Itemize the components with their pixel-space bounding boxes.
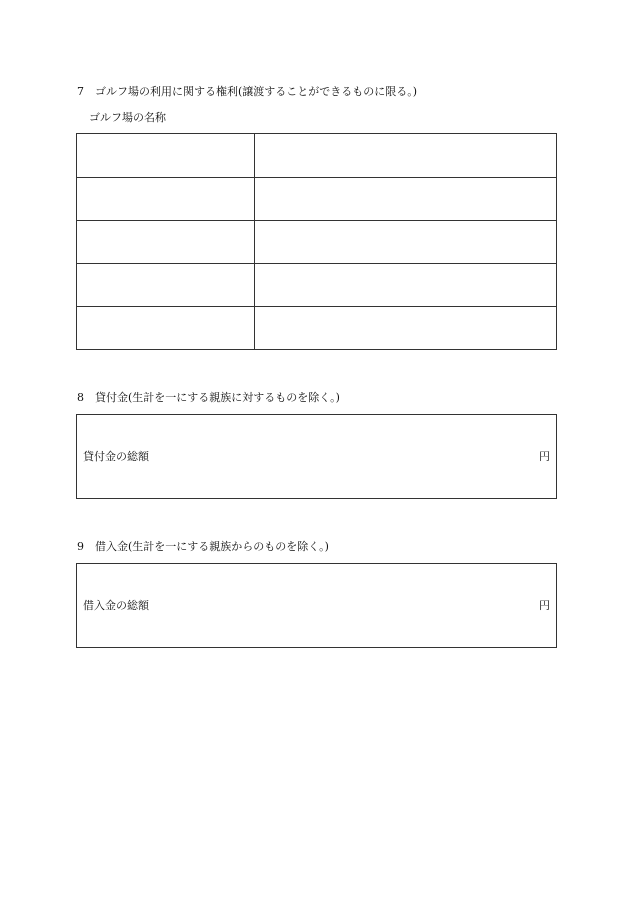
loans-receivable-total-label: 貸付金の総額 xyxy=(83,450,149,463)
section-7-title: ゴルフ場の利用に関する権利(譲渡することができるものに限る。) xyxy=(95,85,418,98)
yen-unit-label: 円 xyxy=(539,599,550,612)
section-9-title: 借入金(生計を一にする親族からのものを除く。) xyxy=(95,540,329,553)
golf-course-name-cell[interactable] xyxy=(77,178,255,220)
section-7-number: 7 xyxy=(77,85,84,98)
loans-payable-total-label: 借入金の総額 xyxy=(83,599,149,612)
golf-course-name-cell[interactable] xyxy=(77,134,255,177)
section-9-heading xyxy=(77,540,329,554)
golf-course-detail-cell[interactable] xyxy=(255,307,556,349)
section-7-heading xyxy=(77,85,417,99)
golf-course-table xyxy=(76,133,557,350)
loans-payable-box xyxy=(76,563,557,648)
section-8-heading xyxy=(77,391,340,405)
table-row xyxy=(77,306,556,349)
golf-course-name-cell[interactable] xyxy=(77,264,255,306)
section-8-title: 貸付金(生計を一にする親族に対するものを除く。) xyxy=(95,391,340,404)
golf-course-detail-cell[interactable] xyxy=(255,221,556,263)
golf-course-detail-cell[interactable] xyxy=(255,178,556,220)
golf-course-detail-cell[interactable] xyxy=(255,264,556,306)
yen-unit-label: 円 xyxy=(539,450,550,463)
table-row xyxy=(77,134,556,177)
golf-course-detail-cell[interactable] xyxy=(255,134,556,177)
golf-course-name-cell[interactable] xyxy=(77,307,255,349)
golf-course-name-cell[interactable] xyxy=(77,221,255,263)
table-row xyxy=(77,177,556,220)
table-row xyxy=(77,263,556,306)
section-9-number: 9 xyxy=(77,540,84,553)
loans-receivable-box xyxy=(76,414,557,499)
section-8-number: 8 xyxy=(77,391,84,404)
golf-course-name-subheading: ゴルフ場の名称 xyxy=(89,111,166,124)
table-row xyxy=(77,220,556,263)
